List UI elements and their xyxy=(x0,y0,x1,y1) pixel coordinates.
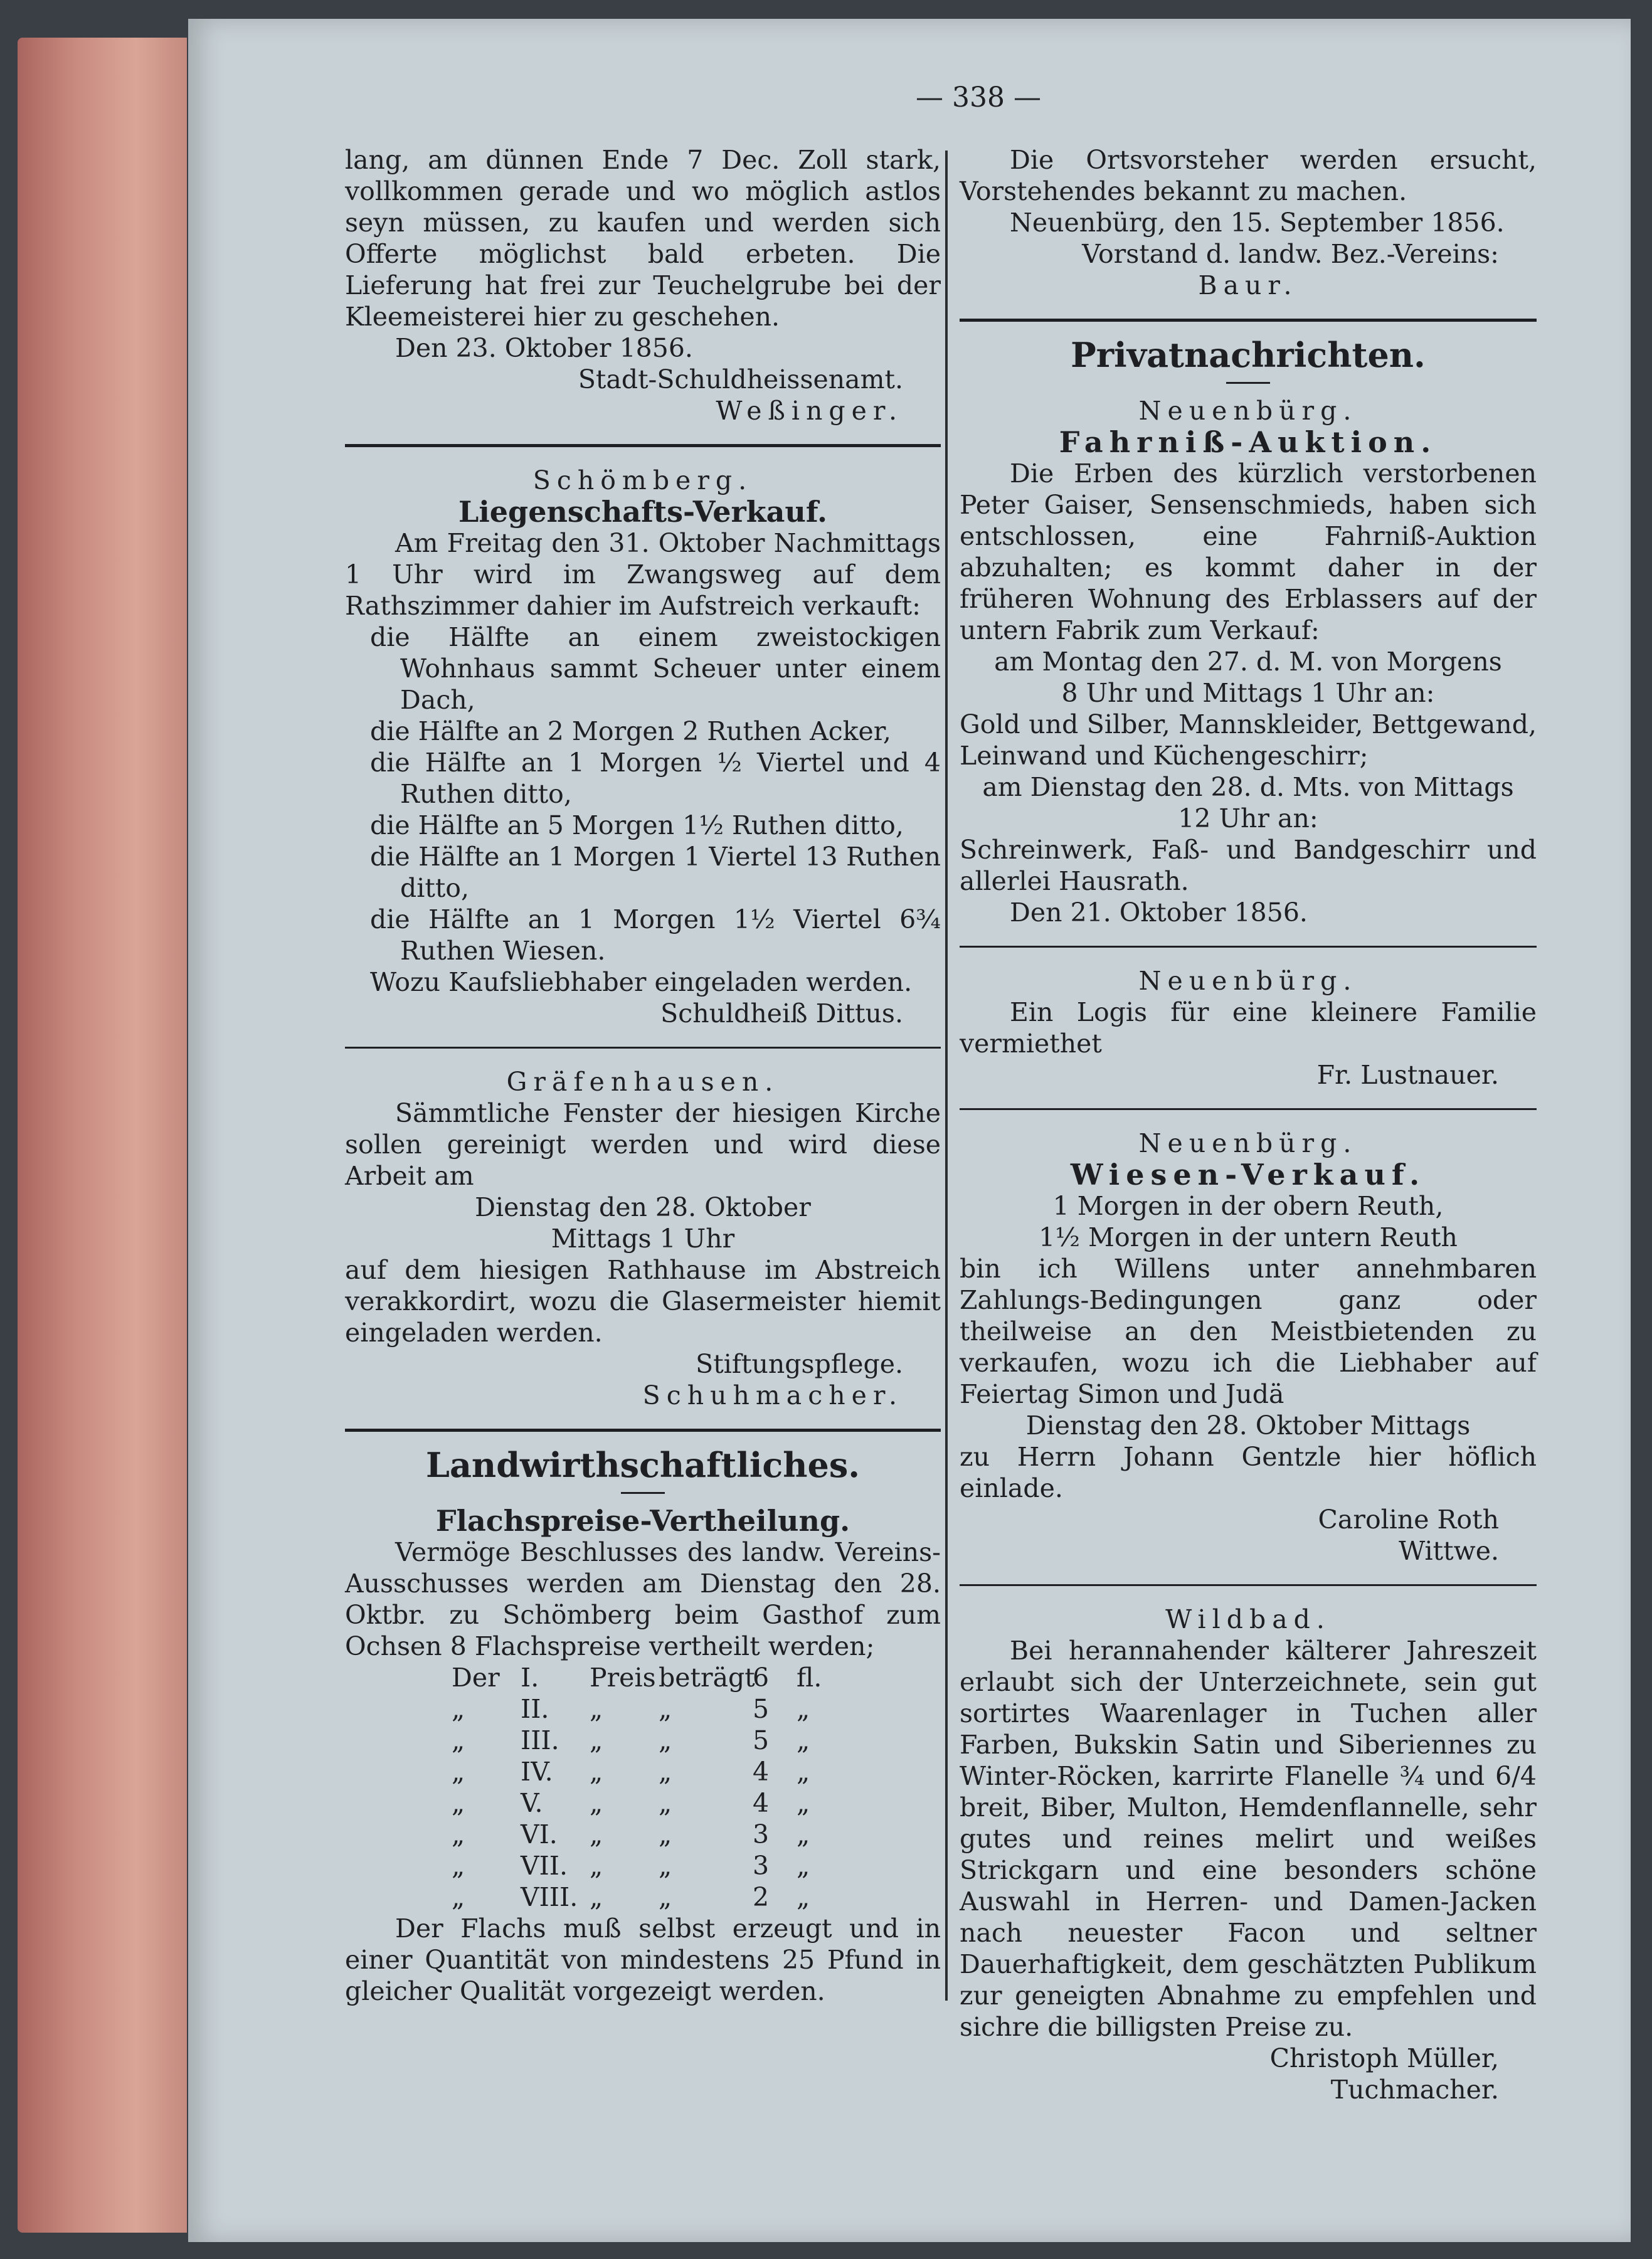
schoemberg-closing: Wozu Kaufsliebhaber eingeladen werden. xyxy=(370,967,913,997)
ad3-line: 1½ Morgen in der untern Reuth xyxy=(1039,1222,1458,1252)
ad1-date: Den 21. Oktober 1856. xyxy=(1010,897,1308,928)
list-item: die Hälfte an 1 Morgen 1 Viertel 13 Ruthen ditto, xyxy=(370,842,941,903)
price-row: „ II. „ „ 5 „ xyxy=(452,1694,810,1724)
ad3-line: zu Herrn Johann Gentzle hier höflich einlade. xyxy=(960,1442,1537,1503)
ad3-sign-name: Caroline Roth xyxy=(1318,1505,1499,1535)
price-row: „ III. „ „ 5 „ xyxy=(452,1725,810,1755)
price-row: „ IV. „ „ 4 „ xyxy=(452,1757,810,1787)
flachs-title: Flachspreise-Vertheilung. xyxy=(435,1504,850,1538)
divider-rule xyxy=(345,1429,941,1432)
divider-rule xyxy=(960,1108,1537,1110)
column-divider xyxy=(945,151,948,2001)
ad4-sign-name: Christoph Müller, xyxy=(1269,2043,1499,2073)
schoemberg-place: Schömberg. xyxy=(532,465,753,495)
graefenhausen-date: Dienstag den 28. Oktober xyxy=(475,1192,811,1222)
ad1-title: Fahrniß-Auktion. xyxy=(1059,425,1438,459)
ad1-intro: Die Erben des kürzlich verstorbenen Peter Gaiser, Sensenschmieds, haben sich entschlossen, eine Fahrniß-Auktion abzuhalten; es kommt daher in der früheren Wohnung des Erblassers auf der untern Fabrik zum Verkauf: xyxy=(960,458,1537,645)
price-row: „ VII. „ „ 3 „ xyxy=(452,1851,810,1881)
graefenhausen-sign-office: Stiftungspflege. xyxy=(696,1349,903,1379)
ad1-line: 12 Uhr an: xyxy=(1178,803,1318,833)
ad2-text: Ein Logis für eine kleinere Familie vermiethet xyxy=(960,997,1537,1059)
right-column xyxy=(960,144,1537,2105)
divider-rule xyxy=(345,444,941,447)
ad1-line: am Dienstag den 28. d. Mts. von Mittags xyxy=(982,772,1514,802)
price-row: „ VI. „ „ 3 „ xyxy=(452,1819,810,1849)
ad1-line: Schreinwerk, Faß- und Bandgeschirr und allerlei Hausrath. xyxy=(960,835,1537,896)
ad2-sign: Fr. Lustnauer. xyxy=(1316,1060,1499,1090)
ad3-title: Wiesen-Verkauf. xyxy=(1070,1158,1426,1192)
schoemberg-title: Liegenschafts-Verkauf. xyxy=(458,495,828,529)
continued-sign-name: Baur. xyxy=(1198,270,1298,300)
graefenhausen-place: Gräfenhausen. xyxy=(506,1067,780,1097)
ad1-line: 8 Uhr und Mittags 1 Uhr an: xyxy=(1061,678,1435,708)
continued-date: Den 23. Oktober 1856. xyxy=(395,333,693,363)
price-table xyxy=(452,1662,941,1913)
flachs-closing: Der Flachs muß selbst erzeugt und in einer Quantität von mindestens 25 Pfund in gleicher Qualität vorgezeigt werden. xyxy=(345,1913,941,2006)
schoemberg-sign: Schuldheiß Dittus. xyxy=(660,998,903,1029)
graefenhausen-text: Sämmtliche Fenster der hiesigen Kirche sollen gereinigt werden und wird diese Arbeit am xyxy=(345,1098,941,1191)
schoemberg-intro: Am Freitag den 31. Oktober Nachmittags 1 Uhr wird im Zwangsweg auf dem Rathszimmer dahier im Aufstreich verkauft: xyxy=(345,528,941,621)
ad1-place: Neuenbürg. xyxy=(1138,396,1358,426)
list-item: die Hälfte an 1 Morgen 1½ Viertel 6¾ Ruthen Wiesen. xyxy=(370,904,941,966)
section-heading: Landwirthschaftliches. xyxy=(425,1445,860,1485)
continued-sign-office: Vorstand d. landw. Bez.-Vereins: xyxy=(1082,239,1499,269)
list-item: die Hälfte an 5 Morgen 1½ Ruthen ditto, xyxy=(370,810,904,840)
list-item: die Hälfte an 1 Morgen ½ Viertel und 4 Ruthen ditto, xyxy=(370,748,941,809)
book-spine xyxy=(18,38,187,2233)
continued-sign-name: Weßinger. xyxy=(716,396,903,426)
divider-rule xyxy=(960,946,1537,948)
ad3-sign-title: Wittwe. xyxy=(1399,1536,1499,1566)
page-number: — 338 — xyxy=(916,82,1041,114)
section-heading: Privatnachrichten. xyxy=(1071,335,1426,375)
divider-rule xyxy=(345,1047,941,1049)
graefenhausen-sign-name: Schuhmacher. xyxy=(642,1380,903,1410)
list-item: die Hälfte an einem zweistockigen Wohnhaus sammt Scheuer unter einem Dach, xyxy=(370,622,941,715)
continued-text: lang, am dünnen Ende 7 Dec. Zoll stark, vollkommen gerade und wo möglich astlos seyn müssen, zu kaufen und werden sich Offerte möglichst bald erbeten. Die Lieferung hat frei zur Teuchelgrube bei der Kleemeisterei hier zu geschehen. xyxy=(345,145,941,332)
short-rule xyxy=(1226,382,1270,384)
divider-rule xyxy=(960,1584,1537,1586)
ad3-line: 1 Morgen in der obern Reuth, xyxy=(1052,1191,1444,1221)
price-row: „ VIII. „ „ 2 „ xyxy=(452,1882,810,1912)
ad3-line: Dienstag den 28. Oktober Mittags xyxy=(1025,1410,1471,1441)
price-row: Der I. Preis beträgt 6 fl. xyxy=(452,1663,822,1693)
left-column xyxy=(345,144,941,2007)
short-rule xyxy=(621,1492,665,1494)
ad4-sign-title: Tuchmacher. xyxy=(1330,2075,1499,2105)
list-item: die Hälfte an 2 Morgen 2 Ruthen Acker, xyxy=(370,716,891,746)
price-row: „ V. „ „ 4 „ xyxy=(452,1788,810,1818)
continued-date: Neuenbürg, den 15. September 1856. xyxy=(1010,208,1505,238)
ad1-line: Gold und Silber, Mannskleider, Bettgewand, Leinwand und Küchengeschirr; xyxy=(960,709,1537,771)
ad4-place: Wildbad. xyxy=(1165,1604,1331,1634)
divider-rule xyxy=(960,319,1537,322)
graefenhausen-time: Mittags 1 Uhr xyxy=(551,1224,735,1254)
ad3-text: bin ich Willens unter annehmbaren Zahlungs-Bedingungen ganz oder theilweise an den Meistbietenden zu verkaufen, wozu ich die Liebhaber auf Feiertag Simon und Judä xyxy=(960,1254,1537,1409)
flachs-intro: Vermöge Beschlusses des landw. Vereins-Ausschusses werden am Dienstag den 28. Oktbr. zu Schömberg beim Gasthof zum Ochsen 8 Flachspreise vertheilt werden; xyxy=(345,1537,941,1661)
graefenhausen-text2: auf dem hiesigen Rathhause im Abstreich verakkordirt, wozu die Glasermeister hiemit eingeladen werden. xyxy=(345,1255,941,1348)
ad2-place: Neuenbürg. xyxy=(1138,966,1358,996)
ad3-place: Neuenbürg. xyxy=(1138,1128,1358,1158)
ad4-text: Bei herannahender kälterer Jahreszeit erlaubt sich der Unterzeichnete, sein gut sortirtes Waarenlager in Tuchen aller Farben, Bukskin Satin und Siberiennes zu Winter-Röcken, karrirte Flanelle ¾ und 6/4 breit, Biber, Multon, Hemdenflannelle, sehr gutes und reines melirt und weißes Strickgarn und eine besonders schöne Auswahl in Herren- und Damen-Jacken nach neuester Facon und seltner Dauerhaftigkeit, dem geschätzten Publikum zur geneigten Abnahme zu empfehlen und sichre die billigsten Preise zu. xyxy=(960,1636,1537,2042)
ad1-line: am Montag den 27. d. M. von Morgens xyxy=(994,647,1502,677)
continued-sign-office: Stadt-Schuldheissenamt. xyxy=(578,364,903,394)
continued-text: Die Ortsvorsteher werden ersucht, Vorstehendes bekannt zu machen. xyxy=(960,145,1537,206)
